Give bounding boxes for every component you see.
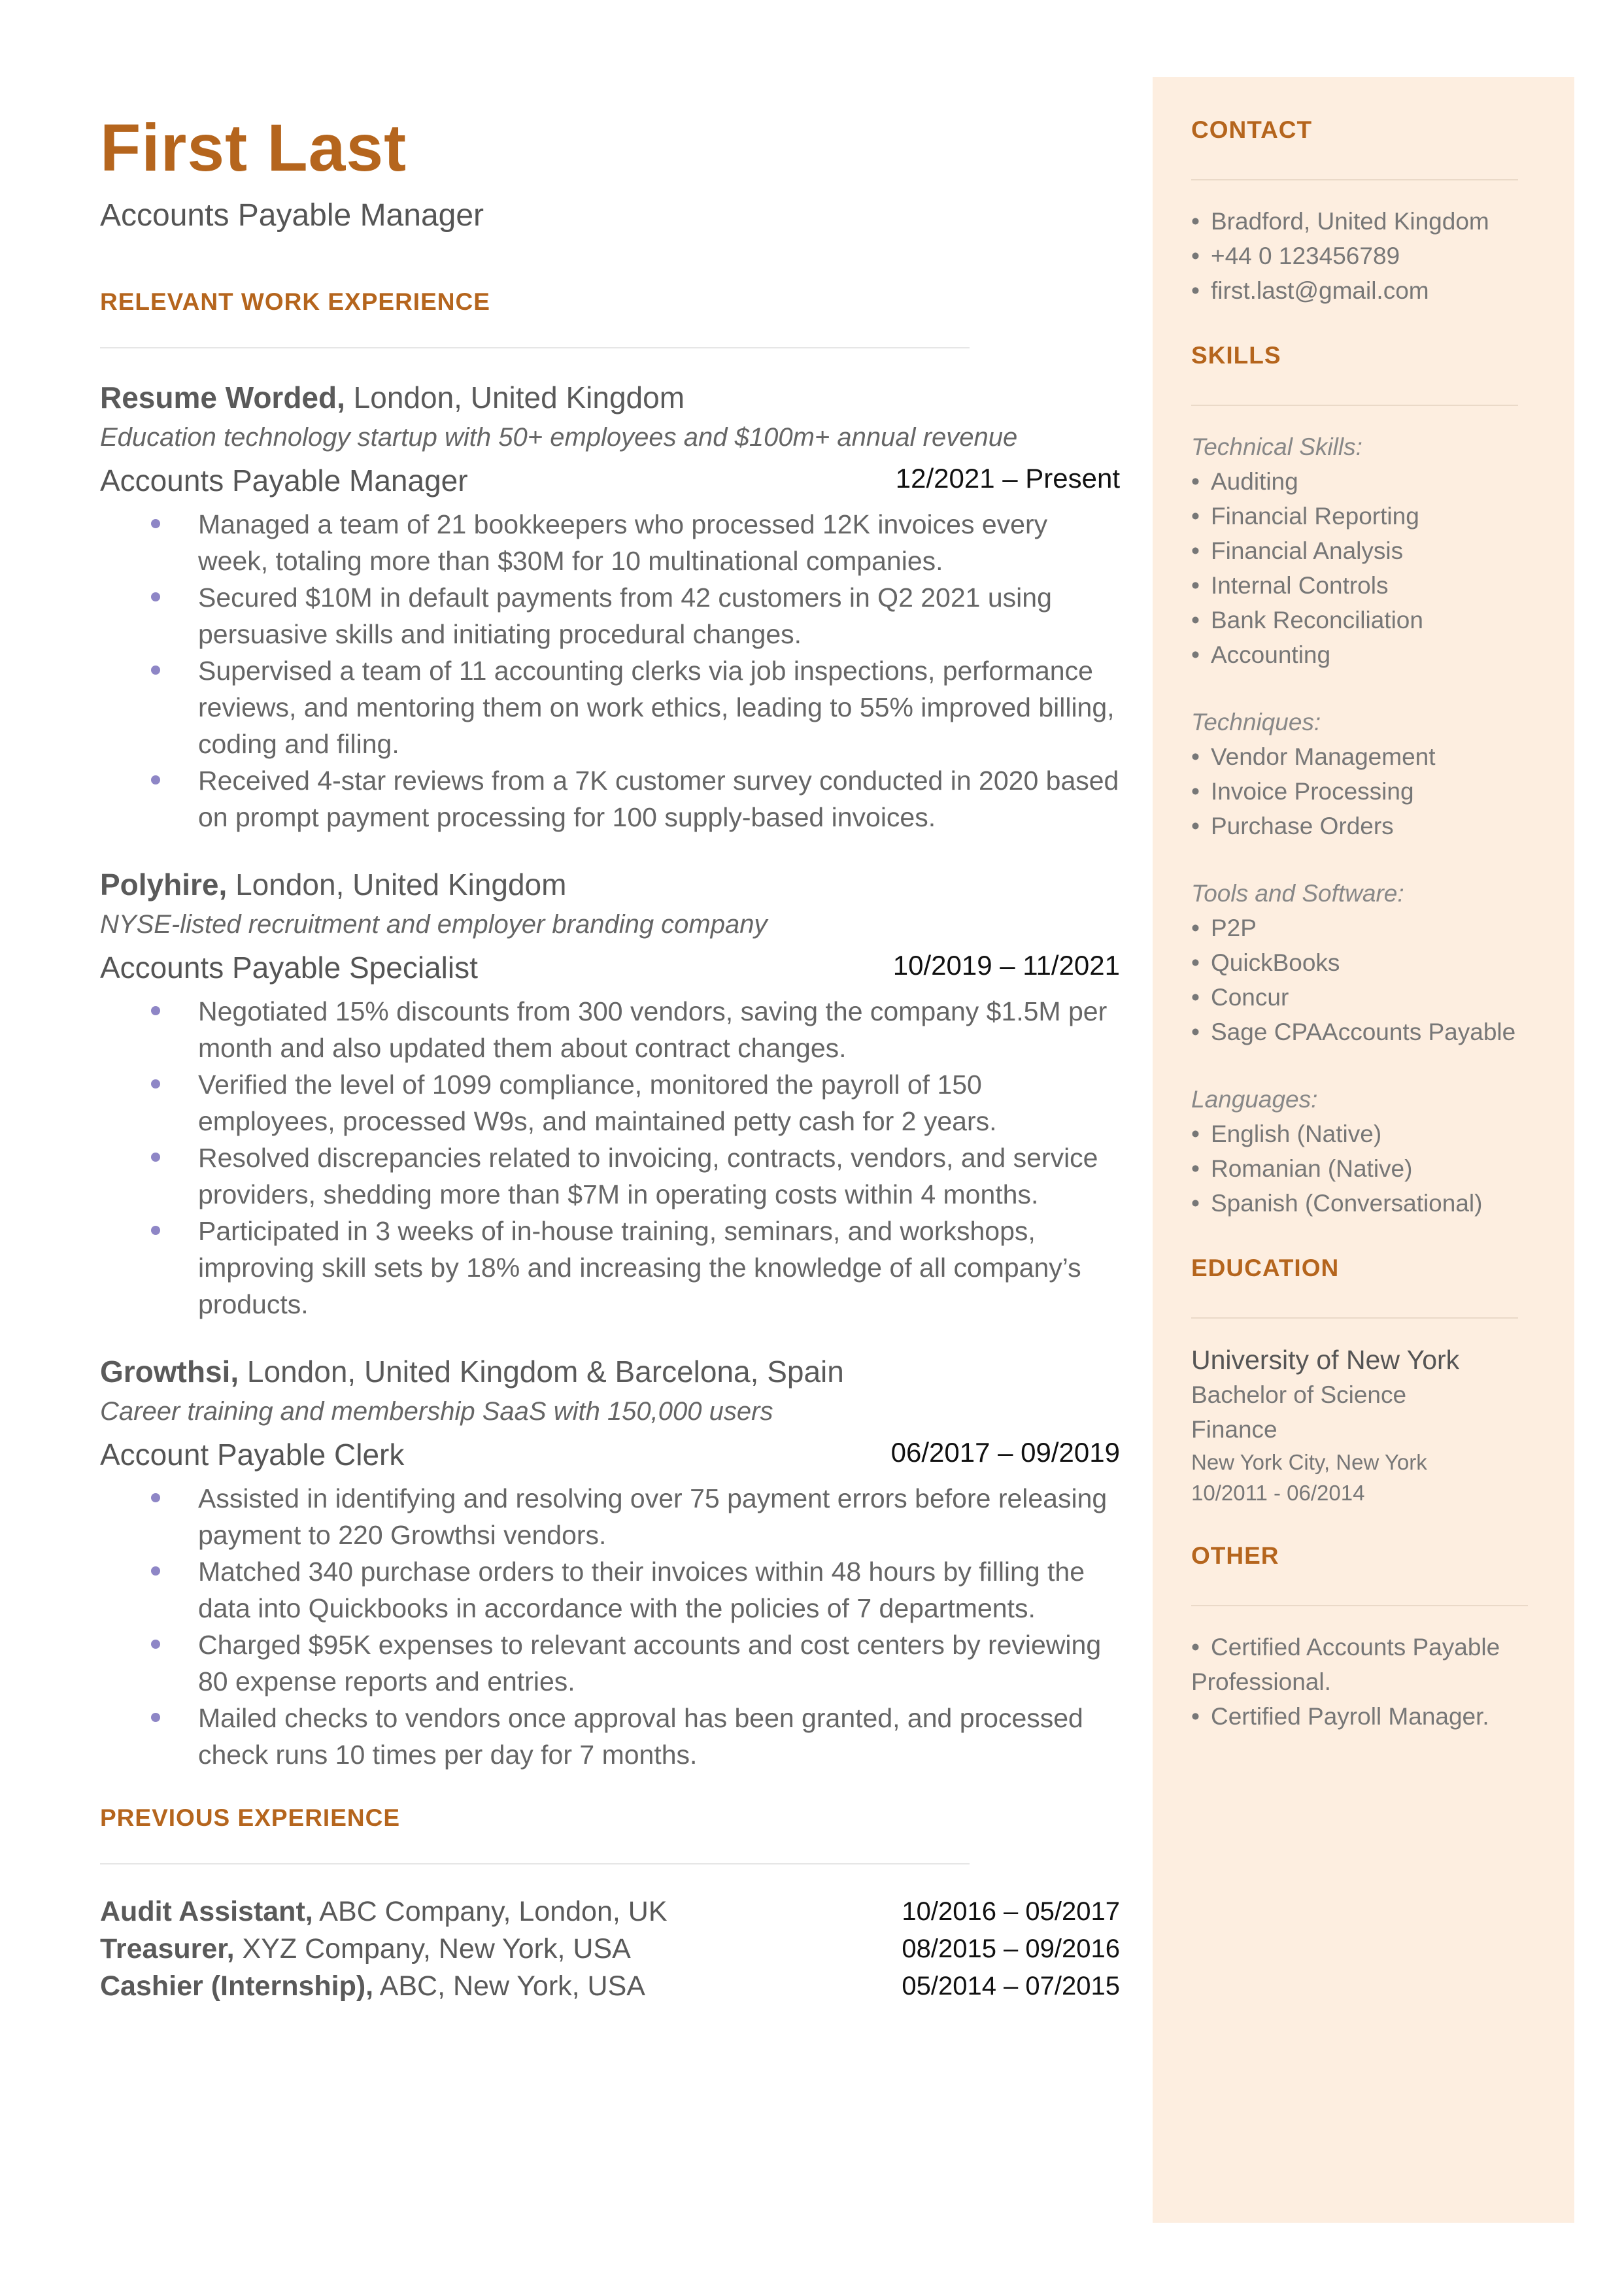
company-name: Polyhire, [100,868,228,902]
previous-row [100,1931,1120,1968]
contact-location: • Bradford, United Kingdom [1191,204,1518,239]
list-item: Charged $95K expenses to relevant accounts and cost centers by reviewing 80 expense reports and entries. [100,1627,1120,1700]
bullet-icon: • [1191,1703,1200,1730]
bullet-icon: • [1191,915,1200,941]
other-section [1191,1542,1518,1734]
bullet-icon: • [1191,243,1200,269]
list-item: Mailed checks to vendors once approval has been granted, and processed check runs 10 times per day for 7 months. [100,1700,1120,1773]
job-entry [100,1354,1120,1773]
divider [1191,405,1518,406]
list-item: • Concur [1191,980,1518,1015]
section-heading-education: EDUCATION [1191,1255,1340,1281]
list-item: Secured $10M in default payments from 42 customers in Q2 2021 using persuasive skills and initiating procedural changes. [100,579,1120,652]
jobs-list [100,380,1120,1773]
list-item: • Financial Analysis [1191,533,1518,568]
list-item: • Spanish (Conversational) [1191,1186,1518,1221]
contact-section [1191,116,1518,308]
contact-list [1191,204,1518,308]
previous-detail: ABC, New York, USA [373,1970,645,2002]
previous-row [100,1893,1120,1931]
list-item: Matched 340 purchase orders to their invoices within 48 hours by filling the data into Quickbooks in accordance with the policies of 7 departments. [100,1553,1120,1627]
candidate-title: Accounts Payable Manager [100,198,484,233]
list-item: • Internal Controls [1191,568,1518,603]
section-heading-contact: CONTACT [1191,116,1313,143]
bullet-icon: • [1191,1634,1200,1661]
bullet-icon: • [1191,607,1200,633]
bullet-icon: • [1191,208,1200,235]
bullet-icon: • [1191,1155,1200,1182]
bullet-icon: • [1191,984,1200,1011]
job-role: Accounts Payable Manager [100,464,468,498]
section-heading-other: OTHER [1191,1542,1279,1569]
bullet-icon: • [1191,572,1200,599]
education-location: New York City, New York [1191,1450,1427,1474]
list-item: • English (Native) [1191,1117,1518,1151]
previous-role: Audit Assistant, [100,1896,313,1928]
company-line [100,1354,1120,1389]
section-heading-skills: SKILLS [1191,342,1281,369]
job-dates: 06/2017 – 09/2019 [890,1437,1120,1468]
list-item: • Accounting [1191,637,1518,672]
list-item: Received 4-star reviews from a 7K customer survey conducted in 2020 based on prompt payment processing for 100 supply-based invoices. [100,762,1120,835]
list-item: • Vendor Management [1191,739,1518,774]
contact-email: • first.last@gmail.com [1191,273,1518,308]
skill-group-label: Techniques: [1191,709,1321,735]
job-entry [100,867,1120,1323]
company-location: London, United Kingdom & Barcelona, Spain [239,1355,844,1389]
company-description: Education technology startup with 50+ employees and $100m+ annual revenue [100,423,1018,452]
list-item: • Sage CPAAccounts Payable [1191,1015,1518,1049]
education-section [1191,1255,1518,1508]
company-line [100,380,1120,415]
previous-detail: XYZ Company, New York, USA [234,1933,631,1965]
sidebar [1153,77,1574,2223]
bullet-icon: • [1191,641,1200,668]
list-item: • QuickBooks [1191,945,1518,980]
company-name: Growthsi, [100,1355,239,1389]
job-bullets [100,506,1120,835]
bullet-icon: • [1191,277,1200,304]
education-school: University of New York [1191,1345,1460,1375]
divider [1191,1605,1528,1606]
previous-role: Cashier (Internship), [100,1970,374,2002]
list-item: Managed a team of 21 bookkeepers who processed 12K invoices every week, totaling more than $30M for 10 multinational companies. [100,506,1120,579]
bullet-icon: • [1191,813,1200,839]
list-item: Assisted in identifying and resolving over 75 payment errors before releasing payment to 220 Growthsi vendors. [100,1480,1120,1553]
company-location: London, United Kingdom [227,868,567,902]
previous-detail: ABC Company, London, UK [313,1896,668,1928]
list-item: • Bank Reconciliation [1191,603,1518,637]
list-item: • P2P [1191,911,1518,945]
bullet-icon: • [1191,778,1200,805]
skill-group-label: Technical Skills: [1191,433,1362,460]
main-column [100,111,1120,2005]
job-bullets [100,1480,1120,1773]
previous-row [100,1968,1120,2005]
job-dates: 12/2021 – Present [895,463,1120,494]
role-line [100,463,1120,498]
divider [1191,179,1518,180]
skills-section [1191,342,1518,1221]
skill-group-label: Languages: [1191,1086,1318,1113]
job-entry [100,380,1120,835]
education-field: Finance [1191,1416,1277,1443]
list-item: • Certified Payroll Manager. [1191,1699,1518,1734]
bullet-icon: • [1191,468,1200,495]
education-details [1191,1342,1518,1508]
job-bullets [100,993,1120,1323]
section-heading-work: RELEVANT WORK EXPERIENCE [100,288,490,316]
contact-phone: • +44 0 123456789 [1191,239,1518,273]
bullet-icon: • [1191,949,1200,976]
skills-list [1191,430,1518,1221]
bullet-icon: • [1191,503,1200,530]
company-name: Resume Worded, [100,380,345,415]
company-description: NYSE-listed recruitment and employer branding company [100,910,768,939]
previous-dates: 10/2016 – 05/2017 [902,1897,1120,1927]
job-role: Account Payable Clerk [100,1438,405,1472]
list-item: • Invoice Processing [1191,774,1518,809]
education-dates: 10/2011 - 06/2014 [1191,1481,1365,1505]
bullet-icon: • [1191,1121,1200,1147]
company-description: Career training and membership SaaS with 150,000 users [100,1397,773,1426]
list-item: • Purchase Orders [1191,809,1518,843]
previous-experience [100,1804,1120,2005]
skill-group-label: Tools and Software: [1191,880,1404,907]
previous-dates: 08/2015 – 09/2016 [902,1934,1120,1964]
bullet-icon: • [1191,537,1200,564]
job-dates: 10/2019 – 11/2021 [892,950,1120,981]
previous-dates: 05/2014 – 07/2015 [902,1972,1120,2001]
role-line [100,950,1120,985]
list-item: • Certified Accounts Payable Professional. [1191,1630,1518,1699]
bullet-icon: • [1191,743,1200,770]
previous-role: Treasurer, [100,1933,235,1965]
divider [100,347,970,348]
job-role: Accounts Payable Specialist [100,951,478,985]
bullet-icon: • [1191,1019,1200,1045]
role-line [100,1437,1120,1472]
divider [100,1863,970,1864]
list-item: • Romanian (Native) [1191,1151,1518,1186]
list-item: Supervised a team of 11 accounting clerks via job inspections, performance reviews, and mentoring them on work ethics, leading to 55% improved billing, coding and filing. [100,652,1120,762]
bullet-icon: • [1191,1190,1200,1217]
education-degree: Bachelor of Science [1191,1381,1407,1408]
list-item: • Financial Reporting [1191,499,1518,533]
company-location: London, United Kingdom [345,380,685,415]
divider [1191,1317,1518,1319]
sidebar-content [1191,116,1518,1734]
section-heading-previous: PREVIOUS EXPERIENCE [100,1804,401,1832]
company-line [100,867,1120,902]
list-item: Resolved discrepancies related to invoicing, contracts, vendors, and service providers, shedding more than $7M in operating costs within 4 months. [100,1139,1120,1213]
list-item: Verified the level of 1099 compliance, monitored the payroll of 150 employees, processed W9s, and maintained petty cash for 2 years. [100,1066,1120,1139]
list-item: Negotiated 15% discounts from 300 vendors, saving the company $1.5M per month and also updated them about contract changes. [100,993,1120,1066]
list-item: Participated in 3 weeks of in-house training, seminars, and workshops, improving skill sets by 18% and increasing the knowledge of all company’s products. [100,1213,1120,1323]
other-list [1191,1630,1518,1734]
candidate-name: First Last [100,110,407,185]
previous-list [100,1893,1120,2005]
list-item: • Auditing [1191,464,1518,499]
